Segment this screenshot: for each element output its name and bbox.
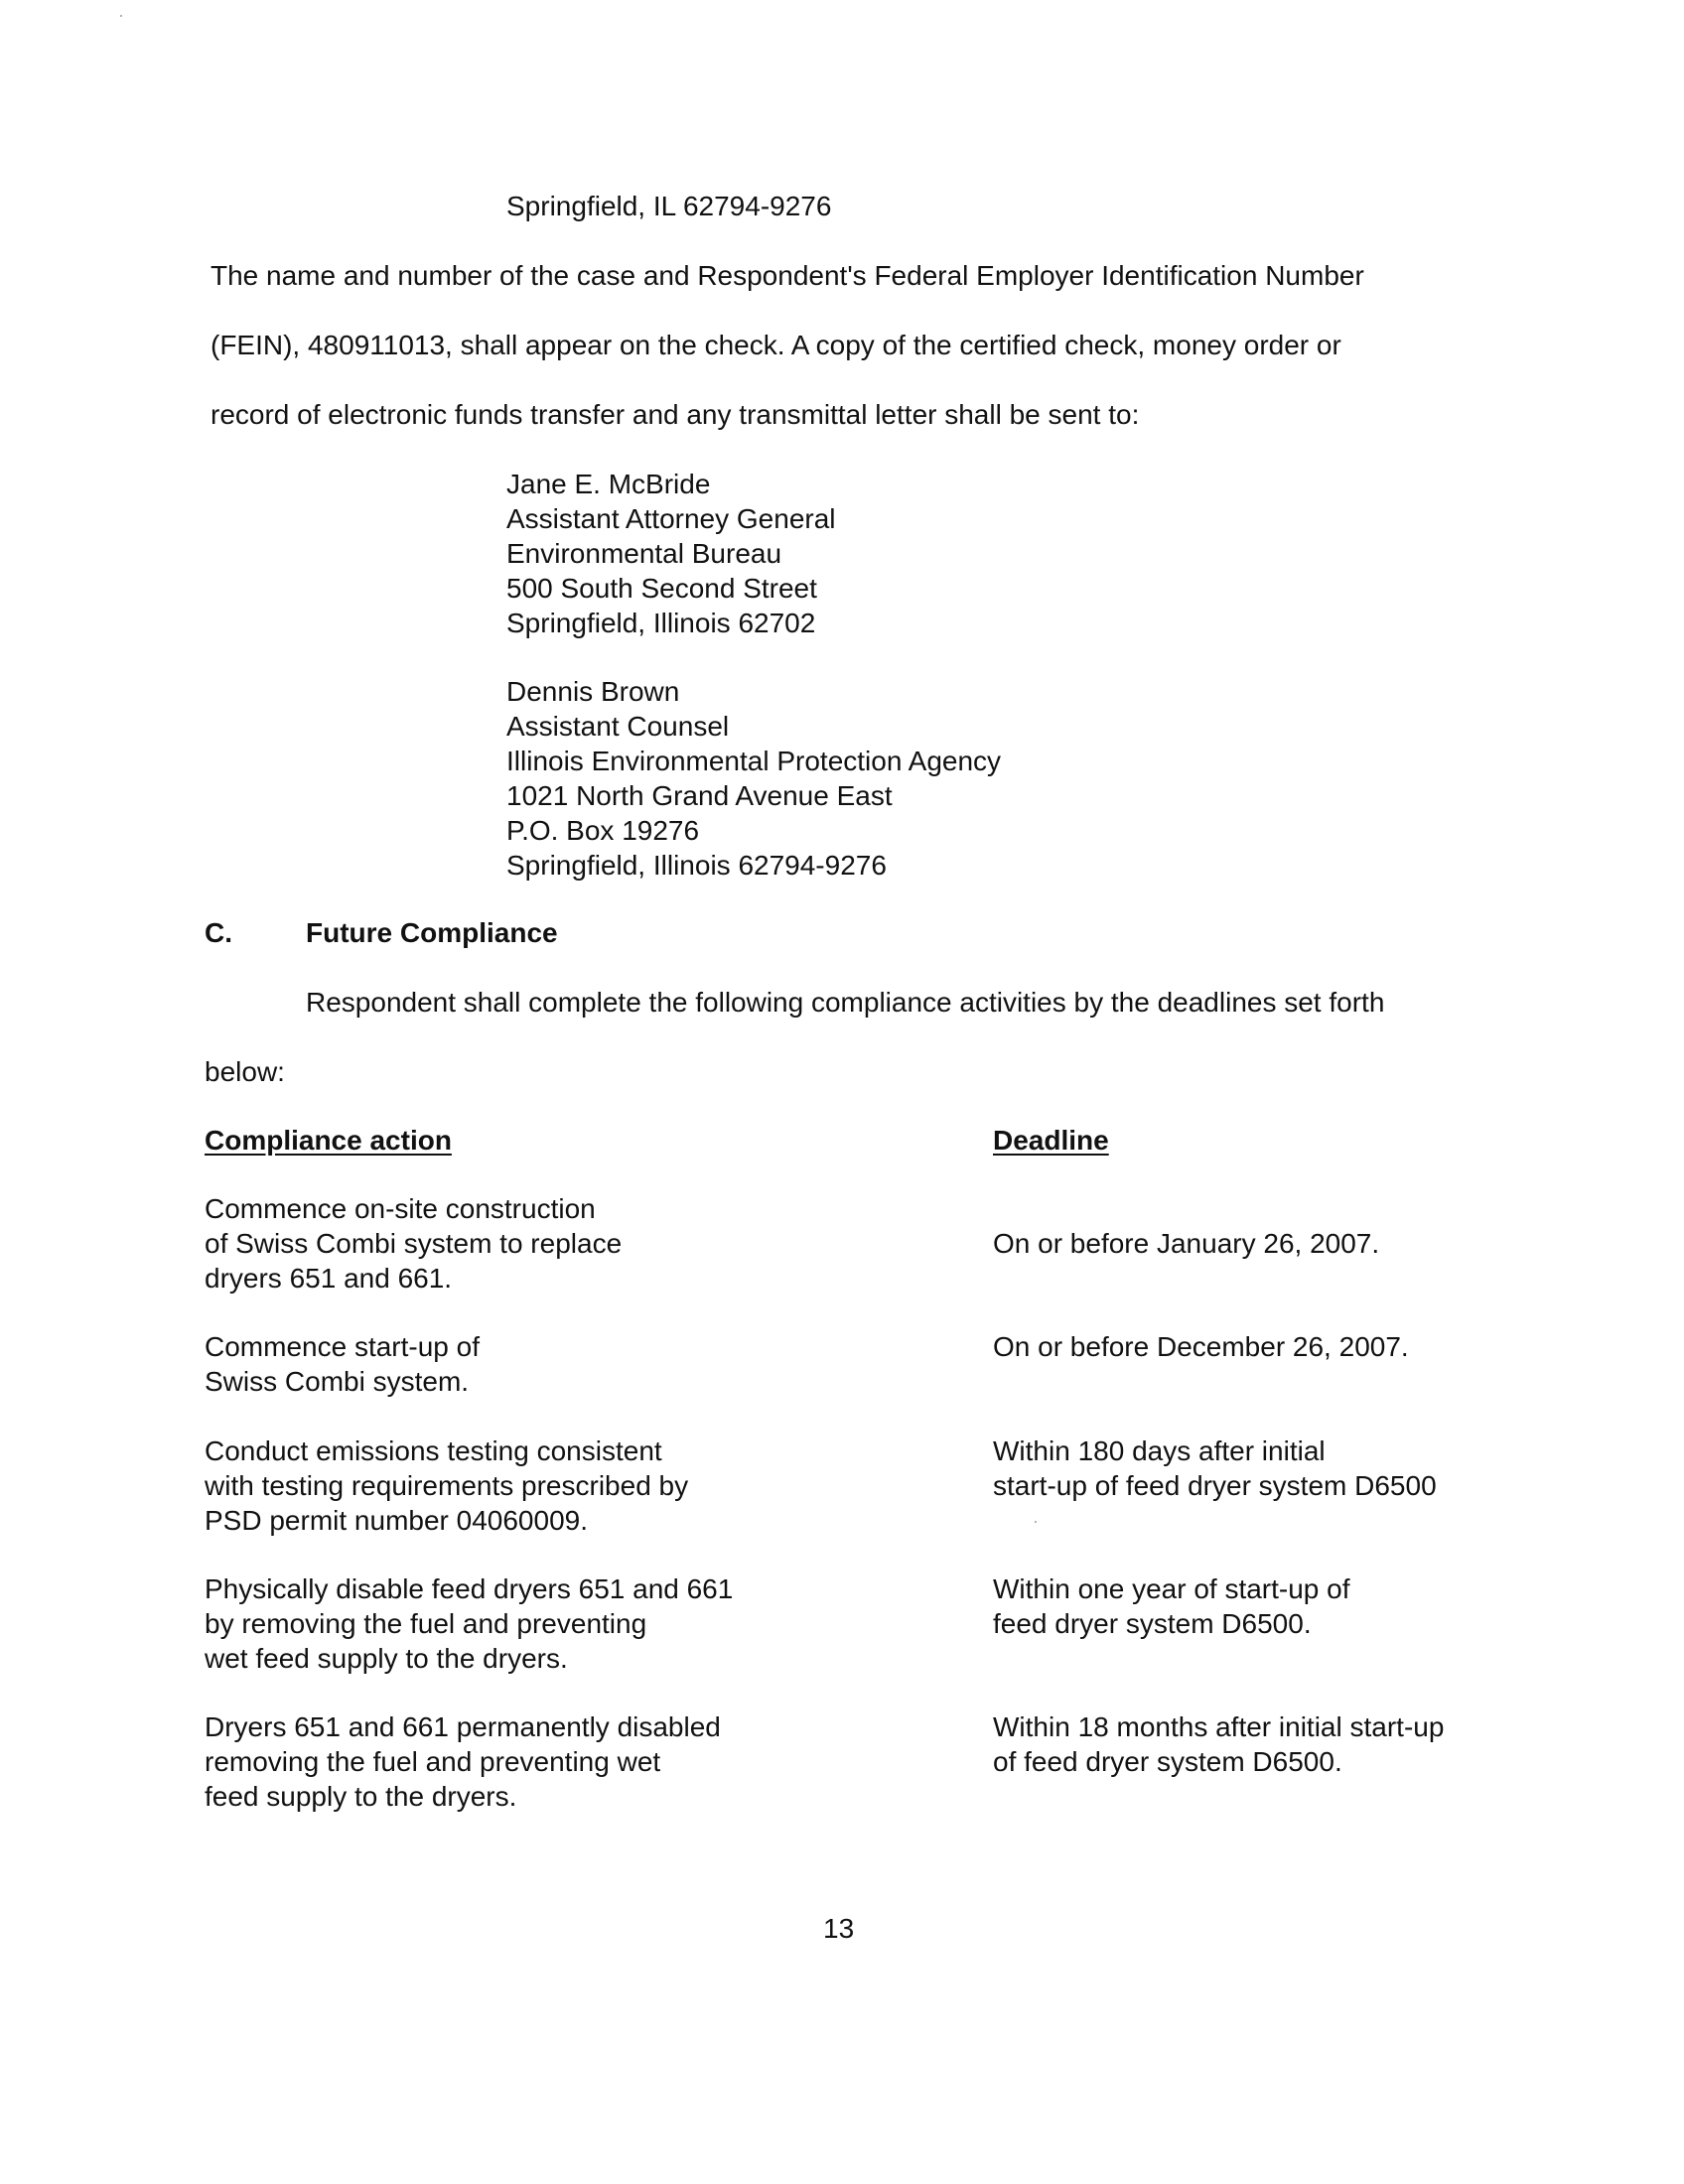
table-row-deadline bbox=[993, 1571, 1350, 1641]
table-row-action bbox=[205, 1191, 622, 1296]
address-line: Springfield, Illinois 62702 bbox=[506, 608, 816, 638]
cell-line: Commence start-up of bbox=[205, 1331, 480, 1362]
address-line: P.O. Box 19276 bbox=[506, 815, 700, 846]
address-line: Dennis Brown bbox=[506, 676, 680, 707]
cell-line: start-up of feed dryer system D6500 bbox=[993, 1470, 1437, 1501]
cell-line: Within 18 months after initial start-up bbox=[993, 1711, 1445, 1742]
cell-line: Within one year of start-up of bbox=[993, 1573, 1350, 1604]
address-continuation: Springfield, IL 62794-9276 bbox=[506, 191, 832, 221]
page-number: 13 bbox=[823, 1913, 855, 1944]
address-line: Assistant Counsel bbox=[506, 711, 730, 742]
cell-line: Commence on-site construction bbox=[205, 1193, 596, 1224]
cell-line: removing the fuel and preventing wet bbox=[205, 1746, 661, 1777]
paragraph-line: record of electronic funds transfer and any transmittal letter shall be sent to: bbox=[210, 399, 1140, 430]
address-line: Assistant Attorney General bbox=[506, 503, 836, 534]
paragraph-line: The name and number of the case and Respondent's Federal Employer Identification Number bbox=[210, 260, 1364, 291]
recipient-address-mcbride bbox=[506, 467, 836, 640]
scan-speck bbox=[120, 15, 122, 17]
cell-line: of Swiss Combi system to replace bbox=[205, 1228, 623, 1259]
cell-line: of feed dryer system D6500. bbox=[993, 1746, 1342, 1777]
cell-line: feed dryer system D6500. bbox=[993, 1608, 1312, 1639]
table-row-action bbox=[205, 1709, 721, 1814]
address-line: 500 South Second Street bbox=[506, 573, 817, 604]
address-line: Springfield, Illinois 62794-9276 bbox=[506, 850, 887, 881]
cell-line: Swiss Combi system. bbox=[205, 1366, 470, 1397]
cell-line: Physically disable feed dryers 651 and 661 bbox=[205, 1573, 734, 1604]
address-line: Illinois Environmental Protection Agency bbox=[506, 746, 1002, 776]
table-row-deadline bbox=[993, 1433, 1437, 1503]
cell-line: wet feed supply to the dryers. bbox=[205, 1643, 568, 1674]
cell-line: with testing requirements prescribed by bbox=[205, 1470, 689, 1501]
recipient-address-brown bbox=[506, 674, 1001, 883]
column-header-action: Compliance action bbox=[205, 1125, 452, 1156]
table-row-action bbox=[205, 1329, 480, 1399]
column-header-deadline: Deadline bbox=[993, 1125, 1109, 1156]
section-title: Future Compliance bbox=[306, 917, 558, 948]
table-row-deadline bbox=[993, 1226, 1379, 1261]
cell-line: PSD permit number 04060009. bbox=[205, 1505, 588, 1536]
section-intro-line: below: bbox=[205, 1056, 285, 1087]
address-line: Environmental Bureau bbox=[506, 538, 782, 569]
cell-line: Dryers 651 and 661 permanently disabled bbox=[205, 1711, 721, 1742]
paragraph-line: (FEIN), 480911013, shall appear on the check. A copy of the certified check, money order or bbox=[210, 330, 1341, 360]
table-row-deadline bbox=[993, 1329, 1409, 1364]
table-row-action bbox=[205, 1433, 688, 1538]
cell-line: On or before December 26, 2007. bbox=[993, 1331, 1409, 1362]
section-letter: C. bbox=[205, 917, 232, 948]
cell-line: feed supply to the dryers. bbox=[205, 1781, 517, 1812]
cell-line: dryers 651 and 661. bbox=[205, 1263, 453, 1294]
cell-line: On or before January 26, 2007. bbox=[993, 1228, 1380, 1259]
cell-line: by removing the fuel and preventing bbox=[205, 1608, 647, 1639]
section-intro-line: Respondent shall complete the following compliance activities by the deadlines set forth bbox=[306, 987, 1385, 1018]
table-row-action bbox=[205, 1571, 733, 1676]
address-line: 1021 North Grand Avenue East bbox=[506, 780, 893, 811]
cell-line: Conduct emissions testing consistent bbox=[205, 1435, 662, 1466]
scan-speck bbox=[1035, 1521, 1037, 1523]
cell-line: Within 180 days after initial bbox=[993, 1435, 1326, 1466]
address-line: Jane E. McBride bbox=[506, 469, 711, 499]
table-row-deadline bbox=[993, 1709, 1444, 1779]
